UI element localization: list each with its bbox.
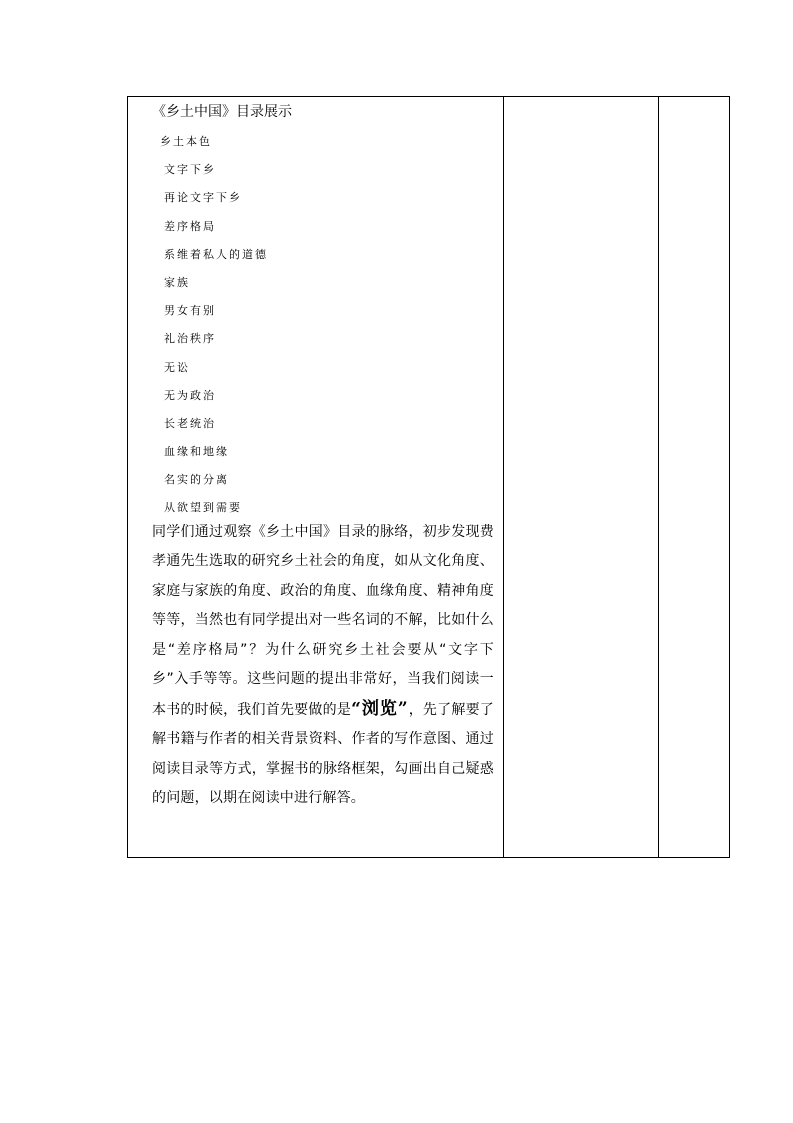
- toc-item: 差序格局: [164, 219, 216, 233]
- toc-item: 文字下乡: [164, 163, 216, 177]
- content-cell-inner: [128, 97, 503, 814]
- toc-item: 家族: [164, 275, 190, 289]
- middle-cell: [504, 97, 659, 858]
- paragraph-text-before: 同学们通过观察《乡土中国》目录的脉络，初步发现费孝通先生选取的研究乡土社会的角度，如从文化角度、家庭与家族的角度、政治的角度、血缘角度、精神角度等等，当然也有同学提出对一些名词的不解，比如什么是“差序格局”？为什么研究乡土社会要从“文字下乡”入手等等。这些问题的提出非常好，当我们阅读一本书的时候，我们首先要做的是: [152, 523, 494, 718]
- toc-item: 礼治秩序: [164, 332, 216, 346]
- toc-item: 从欲望到需要: [164, 501, 242, 515]
- content-cell: [128, 97, 504, 858]
- right-cell: [659, 97, 730, 858]
- toc-item: 系维着私人的道德: [164, 247, 268, 261]
- table-row: [128, 97, 730, 858]
- toc-item: 长老统治: [164, 416, 216, 430]
- paragraph-text-after: ，先了解要了解书籍与作者的相关背景资料、作者的写作意图、通过阅读目录等方式，掌握书的脉络框架，勾画出自己疑惑的问题，以期在阅读中进行解答。: [152, 701, 494, 807]
- paragraph-emphasis: “浏览”: [351, 698, 409, 719]
- toc-item: 乡土本色: [160, 135, 212, 148]
- toc-heading: 《乡土中国》目录展示: [152, 104, 292, 120]
- toc-item: 男女有别: [164, 304, 216, 318]
- body-paragraph: [152, 518, 494, 814]
- toc-item: 血缘和地缘: [164, 445, 229, 459]
- toc-list: [152, 128, 495, 523]
- toc-item: 无讼: [164, 360, 190, 374]
- toc-item: 再论文字下乡: [164, 191, 242, 205]
- toc-item: 名实的分离: [164, 473, 229, 487]
- lesson-table: [127, 96, 730, 858]
- toc-item: 无为政治: [164, 388, 216, 402]
